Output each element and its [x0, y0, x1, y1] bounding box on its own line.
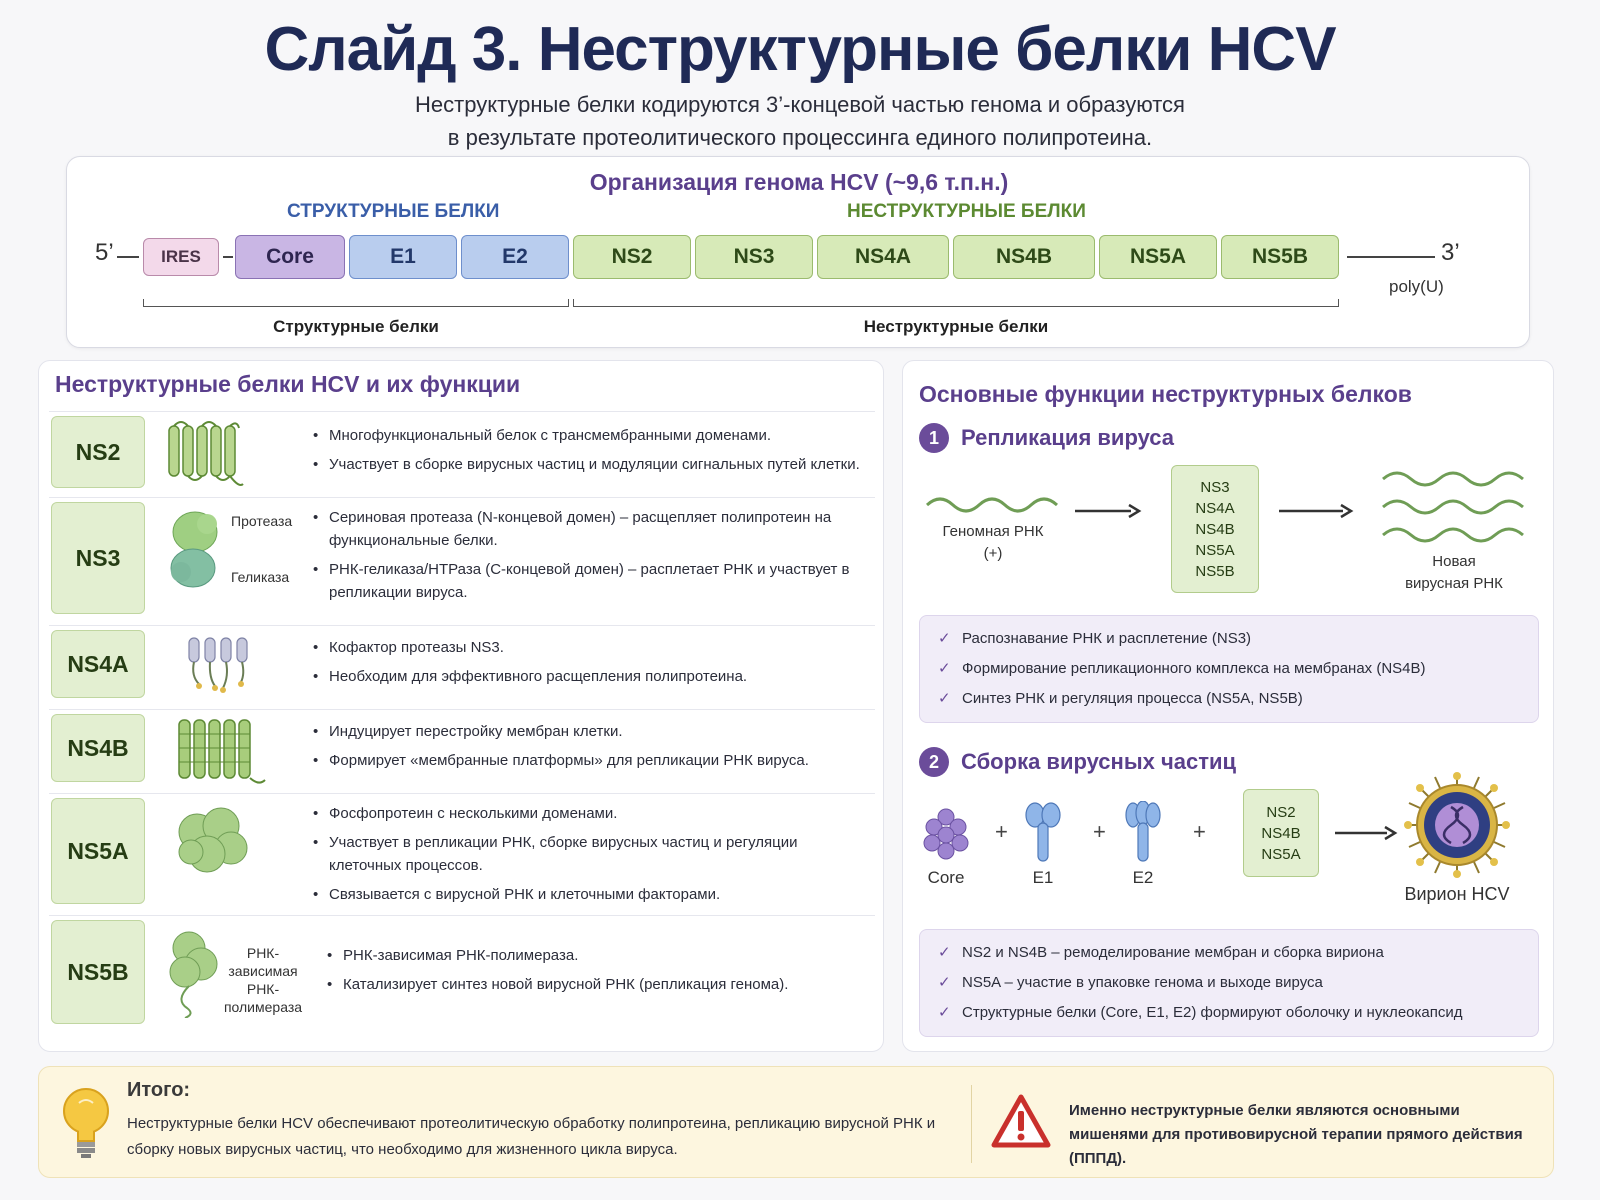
protein-row-ns3 [49, 497, 875, 625]
genomic-rna-icon [923, 491, 1063, 515]
replication-box-item: NS4A [1195, 499, 1235, 517]
protein-tag-ns3: NS3 [51, 502, 145, 614]
segment-ns4b: NS4B [953, 235, 1095, 279]
replication-check-3: ✓ Синтез РНК и регуляция процесса (NS5A, NS5B) [938, 684, 1520, 714]
plus-sign: + [1193, 819, 1206, 844]
ns5a-point-2: • Участвует в репликации РНК, сборке вирусных частиц и регуляции клеточных процессов. [311, 831, 851, 877]
poly-u-label: poly(U) [1389, 277, 1444, 296]
protein-row-ns2 [49, 411, 875, 497]
assembly-box-item: NS5A [1261, 845, 1301, 863]
three-prime-label: 3’ [1441, 239, 1460, 266]
replication-box-item: NS5A [1195, 541, 1235, 559]
polymerase-label-line-2: зависимая [228, 963, 298, 979]
five-prime-label: 5’ [95, 239, 114, 266]
segment-ns2: NS2 [573, 235, 691, 279]
protein-points-ns5a [311, 802, 851, 912]
ns5a-point-1: • Фосфопротеин с несколькими доменами. [311, 802, 851, 825]
summary-panel [38, 1066, 1554, 1178]
assembly-box-item: NS2 [1266, 803, 1296, 821]
new-rna-icon [1379, 465, 1529, 549]
lightbulb-icon [59, 1085, 113, 1161]
segment-ns5b: NS5B [1221, 235, 1339, 279]
assembly-checklist [919, 929, 1539, 1037]
protein-tag-ns4a: NS4A [51, 630, 145, 698]
cofactor-protein-icon [185, 632, 255, 702]
protein-row-ns5b [49, 915, 875, 1031]
replication-box-item: NS4B [1195, 520, 1235, 538]
protein-tag-ns2: NS2 [51, 416, 145, 488]
replication-check-2: ✓ Формирование репликационного комплекса на мембранах (NS4B) [938, 654, 1520, 684]
genome-line-start [117, 256, 139, 258]
new-rna-line-2: вирусная РНК [1405, 575, 1503, 592]
e2-glycoprotein-icon [1123, 801, 1163, 865]
ns5b-point-2: • Катализирует синтез новой вирусной РНК (репликация генома). [325, 973, 788, 996]
protein-row-ns4b [49, 709, 875, 793]
page-title: Слайд 3. Неструктурные белки HCV [264, 15, 1336, 84]
structural-label: Структурные белки [273, 317, 439, 336]
genome-title: Организация генома HCV (~9,6 т.п.н.) [589, 169, 1009, 195]
segment-ns4a: NS4A [817, 235, 949, 279]
replication-box-item: NS3 [1200, 478, 1230, 496]
warning-text: Именно неструктурные белки являются основными мишенями для противовирусной терапии прямого действия (ПППД). [1069, 1102, 1523, 1167]
replication-header [919, 423, 1174, 453]
nonstructural-header: НЕСТРУКТУРНЫЕ БЕЛКИ [847, 201, 1086, 222]
arrow-icon [1333, 823, 1399, 843]
assembly-check-2: ✓ NS5A – участие в упаковке генома и выходе вируса [938, 968, 1520, 998]
assembly-check-1: ✓ NS2 и NS4B – ремоделирование мембран и сборка вириона [938, 938, 1520, 968]
assembly-number: 2 [919, 747, 949, 777]
replication-check-1: ✓ Распознавание РНК и расплетение (NS3) [938, 624, 1520, 654]
genomic-rna-line-2: (+) [983, 545, 1003, 562]
ns5a-point-3: • Связывается с вирусной РНК и клеточными факторами. [311, 883, 851, 906]
subtitle-line-1: Неструктурные белки кодируются 3’-концевой частью генома и образуются [415, 92, 1185, 117]
summary-title: Итого: [127, 1079, 191, 1101]
ns5b-point-1: • РНК-зависимая РНК-полимераза. [325, 944, 788, 967]
core-label: Core [927, 868, 965, 887]
protein-points-ns4b [311, 720, 809, 778]
ns2-point-1: • Многофункциональный белок с трансмембранными доменами. [311, 424, 860, 447]
assembly-title: Сборка вирусных частиц [961, 749, 1237, 774]
protein-functions-title: Неструктурные белки HCV и их функции [55, 371, 521, 397]
nonstructural-bracket [573, 299, 1339, 307]
ns4a-point-2: • Необходим для эффективного расщепления полипротеина. [311, 665, 747, 688]
ns3-point-1: • Сериновая протеаза (N-концевой домен) – расщепляет полипротеин на функциональные белки. [311, 506, 851, 552]
protein-tag-ns5a: NS5A [51, 798, 145, 904]
main-functions-title: Основные функции неструктурных белков [919, 381, 1412, 407]
assembly-check-3: ✓ Структурные белки (Core, E1, E2) формируют оболочку и нуклеокапсид [938, 998, 1520, 1028]
segment-ires: IRES [143, 238, 219, 276]
new-rna-line-1: Новая [1432, 553, 1476, 570]
segment-e2: E2 [461, 235, 569, 279]
ns4b-point-1: • Индуцирует перестройку мембран клетки. [311, 720, 809, 743]
replication-number: 1 [919, 423, 949, 453]
replication-box-item: NS5B [1195, 562, 1235, 580]
membrane-protein-icon [173, 714, 269, 790]
segment-ns5a: NS5A [1099, 235, 1217, 279]
assembly-complex-box [1243, 789, 1319, 877]
segment-e1: E1 [349, 235, 457, 279]
polymerase-label-line-3: РНК-полимераза [223, 981, 303, 1015]
e2-label: E2 [1132, 868, 1154, 887]
warning-icon [991, 1093, 1051, 1149]
protein-tag-ns4b: NS4B [51, 714, 145, 782]
page-subtitle [0, 88, 1600, 154]
transmembrane-protein-icon [159, 418, 249, 490]
structural-header: СТРУКТУРНЫЕ БЕЛКИ [287, 201, 500, 222]
genomic-rna-label [923, 521, 1063, 565]
structural-bracket [143, 299, 569, 307]
arrow-icon [1073, 501, 1143, 521]
protein-functions-panel [38, 360, 884, 1052]
summary-text: Неструктурные белки HCV обеспечивают протеолитическую обработку полипротеина, репликацию вирусной РНК и сборку новых вирусных частиц, что необходимо для жизненного цикла вируса. [127, 1115, 936, 1158]
new-rna-label [1379, 551, 1529, 595]
phosphoprotein-icon [173, 804, 253, 880]
protein-row-ns4a [49, 625, 875, 709]
assembly-header [919, 747, 1236, 777]
plus-sign: + [1093, 819, 1106, 844]
protein-row-ns5a [49, 793, 875, 915]
genome-line-ires [223, 256, 233, 258]
e1-label: E1 [1032, 868, 1054, 887]
replication-title: Репликация вируса [961, 425, 1175, 450]
replication-checklist [919, 615, 1539, 723]
virion-icon [1403, 771, 1511, 879]
summary-divider [971, 1085, 972, 1163]
ns3-point-2: • РНК-геликаза/НТРаза (С-концевой домен) – расплетает РНК и участвует в репликации вируса. [311, 558, 851, 604]
subtitle-line-2: в результате протеолитического процессинга единого полипротеина. [447, 125, 1153, 150]
protein-points-ns2 [311, 424, 860, 482]
helicase-label: Геликаза [231, 569, 290, 585]
nonstructural-label: Неструктурные белки [863, 317, 1049, 336]
replication-complex-box [1171, 465, 1259, 593]
ns4a-point-1: • Кофактор протеазы NS3. [311, 636, 747, 659]
genome-panel [66, 156, 1530, 348]
segment-ns3: NS3 [695, 235, 813, 279]
protease-helicase-icon [167, 506, 227, 596]
protein-points-ns4a [311, 636, 747, 694]
protein-points-ns3 [311, 506, 851, 610]
main-functions-panel [902, 360, 1554, 1052]
protease-label: Протеаза [231, 513, 293, 529]
protein-tag-ns5b: NS5B [51, 920, 145, 1024]
polymerase-label-line-1: РНК- [246, 945, 280, 961]
e1-glycoprotein-icon [1023, 801, 1063, 865]
arrow-icon [1277, 501, 1357, 521]
protein-points-ns5b [325, 944, 788, 1002]
ns4b-point-2: • Формирует «мембранные платформы» для репликации РНК вируса. [311, 749, 809, 772]
assembly-box-item: NS4B [1261, 824, 1301, 842]
genomic-rna-line-1: Геномная РНК [942, 523, 1044, 540]
polymerase-label [209, 944, 317, 1016]
plus-sign: + [995, 819, 1008, 844]
segment-core: Core [235, 235, 345, 279]
core-protein-icon [921, 807, 971, 863]
virion-label: Вирион HCV [1404, 884, 1510, 904]
genome-line-end [1347, 256, 1435, 258]
ns2-point-2: • Участвует в сборке вирусных частиц и модуляции сигнальных путей клетки. [311, 453, 860, 476]
